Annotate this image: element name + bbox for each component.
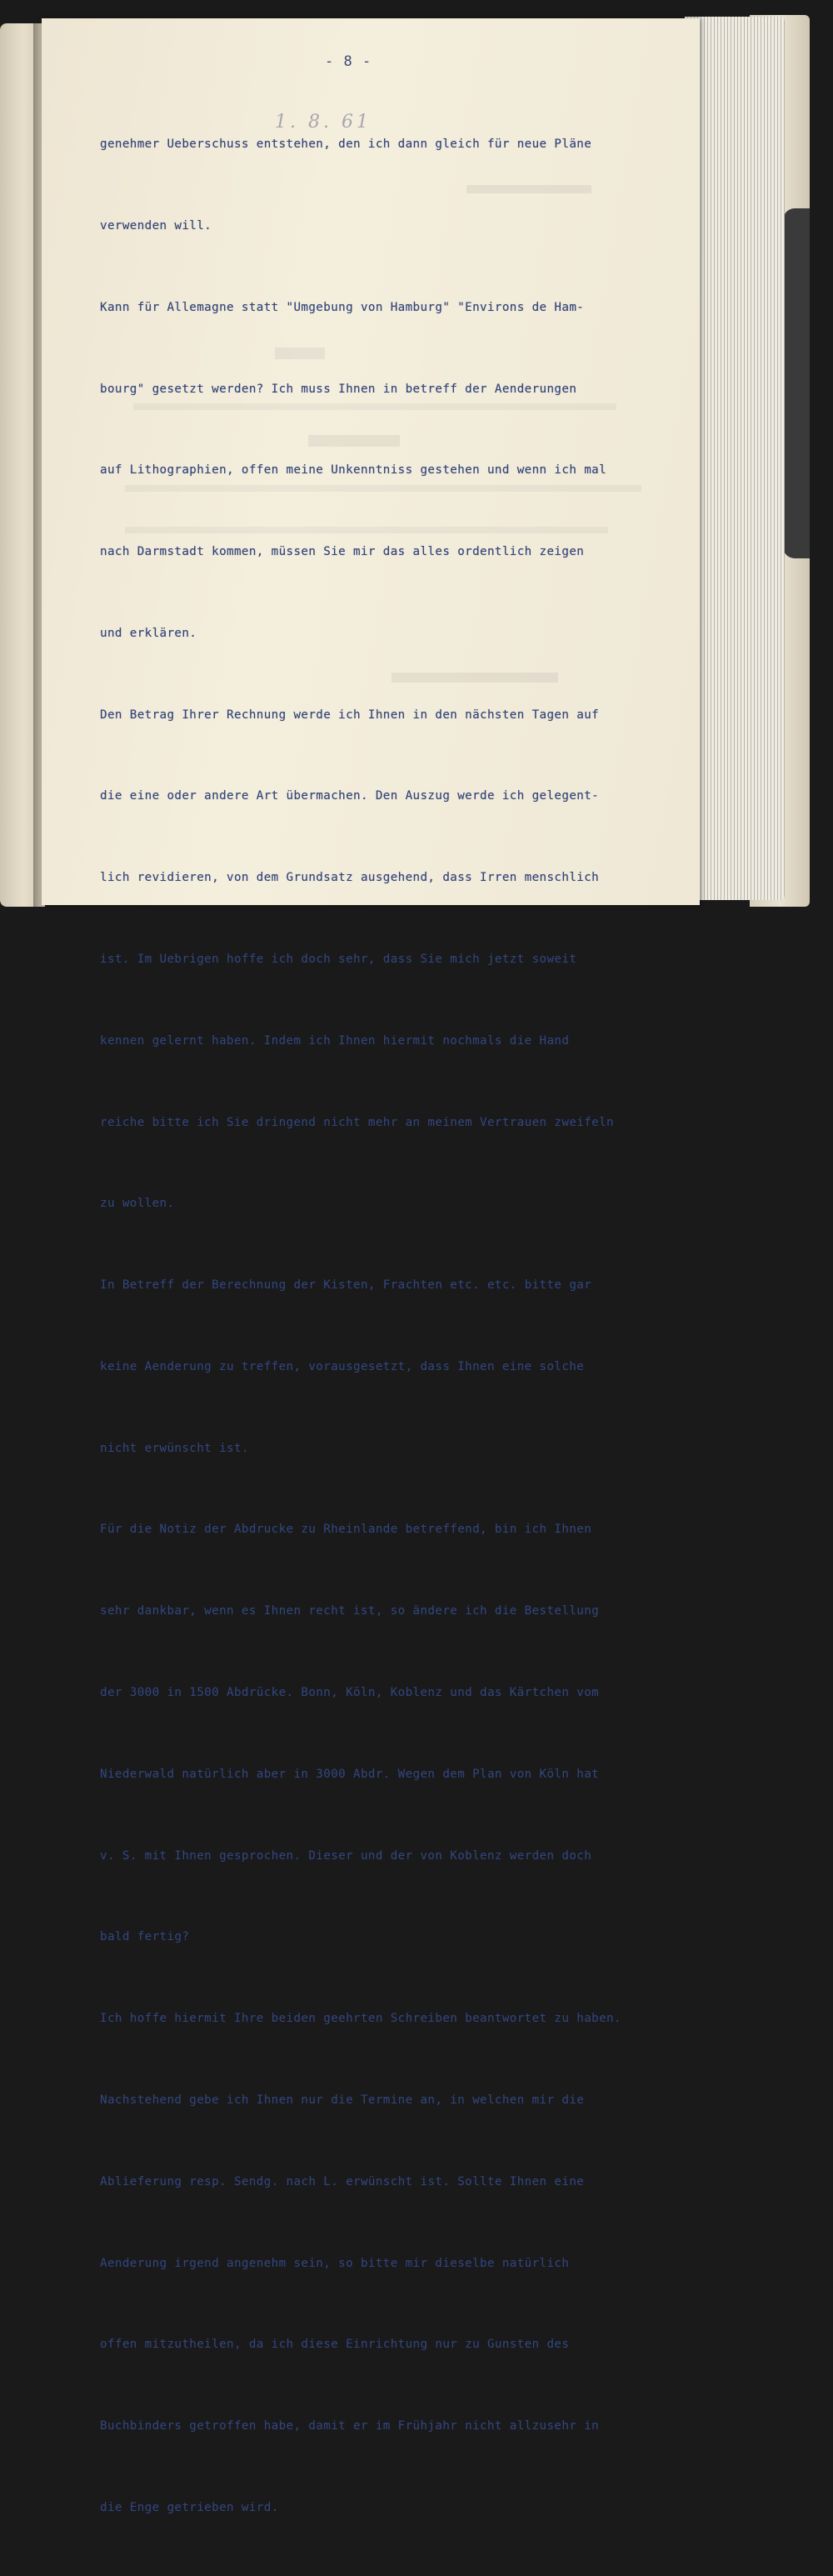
text-line: Kann für Allemagne statt "Umgebung von Hamburg" "Environs de Ham-: [100, 300, 585, 314]
text-line: bald fertig?: [100, 1930, 190, 1944]
text-line: Nachstehend gebe ich Ihnen nur die Termine an, in welchen mir die: [100, 2093, 585, 2107]
text-line: Für die Notiz der Abdrucke zu Rheinlande betreffend, bin ich Ihnen: [100, 1523, 592, 1537]
text-line: genehmer Ueberschuss entstehen, den ich dann gleich für neue Pläne: [100, 138, 592, 152]
text-line: verwenden will.: [100, 218, 212, 233]
text-line: auf Lithographien, offen meine Unkenntniss gestehen und wenn ich mal: [100, 463, 607, 478]
text-line: zu wollen.: [100, 1197, 175, 1211]
text-line: nicht erwünscht ist.: [100, 1441, 249, 1455]
text-line: v. S. mit Ihnen gesprochen. Dieser und der von Koblenz werden doch: [100, 1848, 592, 1863]
text-line: Buchbinders getroffen habe, damit er im Frühjahr nicht allzusehr in: [100, 2419, 600, 2433]
letter-body: [100, 77, 700, 2576]
text-line: Niederwald natürlich aber in 3000 Abdr. Wegen dem Plan von Köln hat: [100, 1767, 600, 1781]
page-stack-edges: [685, 17, 785, 900]
document-page: [42, 18, 700, 2514]
text-line: keine Aenderung zu treffen, vorausgesetzt, dass Ihnen eine solche: [100, 1359, 585, 1373]
text-line: kennen gelernt haben. Indem ich Ihnen hiermit nochmals die Hand: [100, 1033, 570, 1048]
text-line: der 3000 in 1500 Abdrücke. Bonn, Köln, Koblenz und das Kärtchen vom: [100, 1686, 600, 1700]
text-line: offen mitzutheilen, da ich diese Einrichtung nur zu Gunsten des: [100, 2338, 570, 2352]
cover-shadow: [783, 208, 810, 558]
text-line: und erklären.: [100, 626, 197, 640]
text-line: In Betreff der Berechnung der Kisten, Frachten etc. etc. bitte gar: [100, 1278, 592, 1293]
text-line: die Enge getrieben wird.: [100, 2500, 279, 2514]
text-line: sehr dankbar, wenn es Ihnen recht ist, so ändere ich die Bestellung: [100, 1604, 600, 1618]
text-line: die eine oder andere Art übermachen. Den Auszug werde ich gelegent-: [100, 789, 600, 803]
text-line: Den Betrag Ihrer Rechnung werde ich Ihnen in den nächsten Tagen auf: [100, 708, 600, 722]
text-line: lich revidieren, von dem Grundsatz ausgehend, dass Irren menschlich: [100, 871, 600, 885]
text-line: Ich hoffe hiermit Ihre beiden geehrten Schreiben beantwortet zu haben.: [100, 2012, 621, 2026]
page-number: - 8 -: [325, 53, 372, 70]
text-line: Aenderung irgend angenehm sein, so bitte mir dieselbe natürlich: [100, 2256, 570, 2270]
text-line: ist. Im Uebrigen hoffe ich doch sehr, dass Sie mich jetzt soweit: [100, 953, 577, 966]
text-line: bourg" gesetzt werden? Ich muss Ihnen in betreff der Aenderungen: [100, 382, 577, 396]
pencil-annotation: 1. 8. 61: [275, 112, 372, 133]
text-line: nach Darmstadt kommen, müssen Sie mir das alles ordentlich zeigen: [100, 545, 585, 559]
text-line: reiche bitte ich Sie dringend nicht mehr an meinem Vertrauen zweifeln: [100, 1115, 614, 1129]
text-line: Ablieferung resp. Sendg. nach L. erwünscht ist. Sollte Ihnen eine: [100, 2174, 585, 2188]
